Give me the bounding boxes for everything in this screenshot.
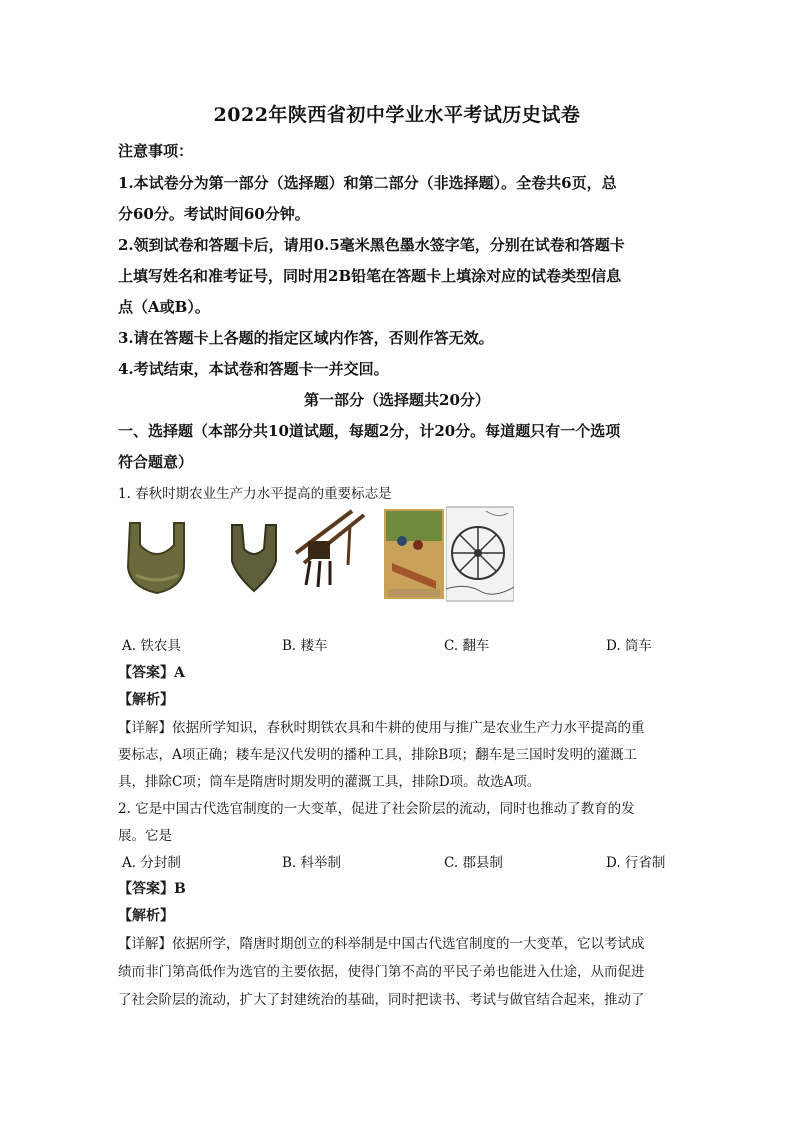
question-2-stem: 展。它是 bbox=[118, 828, 172, 844]
question-2-analysis-label: 【解析】 bbox=[118, 908, 174, 924]
notice-line: 点（A或B）。 bbox=[118, 298, 210, 316]
section-heading: 一、选择题（本部分共10道试题，每题2分，计20分。每道题只有一个选项 bbox=[118, 422, 621, 440]
notice-heading: 注意事项： bbox=[118, 142, 194, 160]
question-2-option-a: A. 分封制 bbox=[122, 855, 181, 871]
notice-line: 3.请在答题卡上各题的指定区域内作答，否则作答无效。 bbox=[118, 329, 494, 347]
notice-line: 1.本试卷分为第一部分（选择题）和第二部分（非选择题）。全卷共6页，总 bbox=[118, 174, 617, 192]
notice-line: 分60分。考试时间60分钟。 bbox=[118, 205, 310, 223]
question-1-option-b: B. 耧车 bbox=[282, 638, 328, 654]
notice-line: 2.领到试卷和答题卡后，请用0.5毫米黑色墨水签字笔，分别在试卷和答题卡 bbox=[118, 236, 625, 254]
iron-hoe-image bbox=[122, 505, 192, 603]
question-2-option-c: C. 郡县制 bbox=[444, 855, 503, 871]
question-2-stem: 2. 它是中国古代选官制度的一大变革，促进了社会阶层的流动，同时也推动了教育的发 bbox=[118, 801, 635, 817]
question-1-option-a: A. 铁农具 bbox=[122, 638, 181, 654]
tube-wheel-engraving-image bbox=[446, 505, 514, 603]
question-2-detail: 【详解】依据所学，隋唐时期创立的科举制是中国古代选官制度的一大变革，它以考试成 bbox=[118, 936, 645, 952]
notice-line: 上填写姓名和准考证号，同时用2B铅笔在答题卡上填涂对应的试卷类型信息 bbox=[118, 267, 622, 285]
part1-heading: 第一部分（选择题共20分） bbox=[304, 391, 490, 409]
question-1-analysis-label: 【解析】 bbox=[118, 692, 174, 708]
question-1-detail: 【详解】依据所学知识，春秋时期铁农具和牛耕的使用与推广是农业生产力水平提高的重 bbox=[118, 720, 645, 736]
question-1-detail: 具，排除C项；筒车是隋唐时期发明的灌溉工具，排除D项。故选A项。 bbox=[118, 774, 541, 790]
question-1-answer: 【答案】A bbox=[118, 665, 185, 681]
water-wheel-painting-image bbox=[384, 505, 444, 603]
question-2-detail: 绩而非门第高低作为选官的主要依据，使得门第不高的平民子弟也能进入仕途，从而促进 bbox=[118, 964, 645, 980]
question-1-option-c: C. 翻车 bbox=[444, 638, 490, 654]
question-2-option-b: B. 科举制 bbox=[282, 855, 342, 871]
question-1-stem: 1. 春秋时期农业生产力水平提高的重要标志是 bbox=[118, 486, 392, 502]
iron-spade-image bbox=[222, 505, 287, 603]
seed-drill-image bbox=[290, 505, 378, 603]
question-1-images bbox=[122, 505, 522, 603]
question-2-option-d: D. 行省制 bbox=[606, 855, 666, 871]
question-1-option-d: D. 筒车 bbox=[606, 638, 652, 654]
section-heading: 符合题意） bbox=[118, 453, 194, 471]
question-2-answer: 【答案】B bbox=[118, 881, 186, 897]
question-2-detail: 了社会阶层的流动，扩大了封建统治的基础，同时把读书、考试与做官结合起来，推动了 bbox=[118, 992, 645, 1008]
notice-line: 4.考试结束，本试卷和答题卡一并交回。 bbox=[118, 360, 389, 378]
question-1-detail: 要标志，A项正确；耧车是汉代发明的播种工具，排除B项；翻车是三国时发明的灌溉工 bbox=[118, 747, 638, 763]
page-title: 2022年陕西省初中学业水平考试历史试卷 bbox=[213, 104, 581, 126]
